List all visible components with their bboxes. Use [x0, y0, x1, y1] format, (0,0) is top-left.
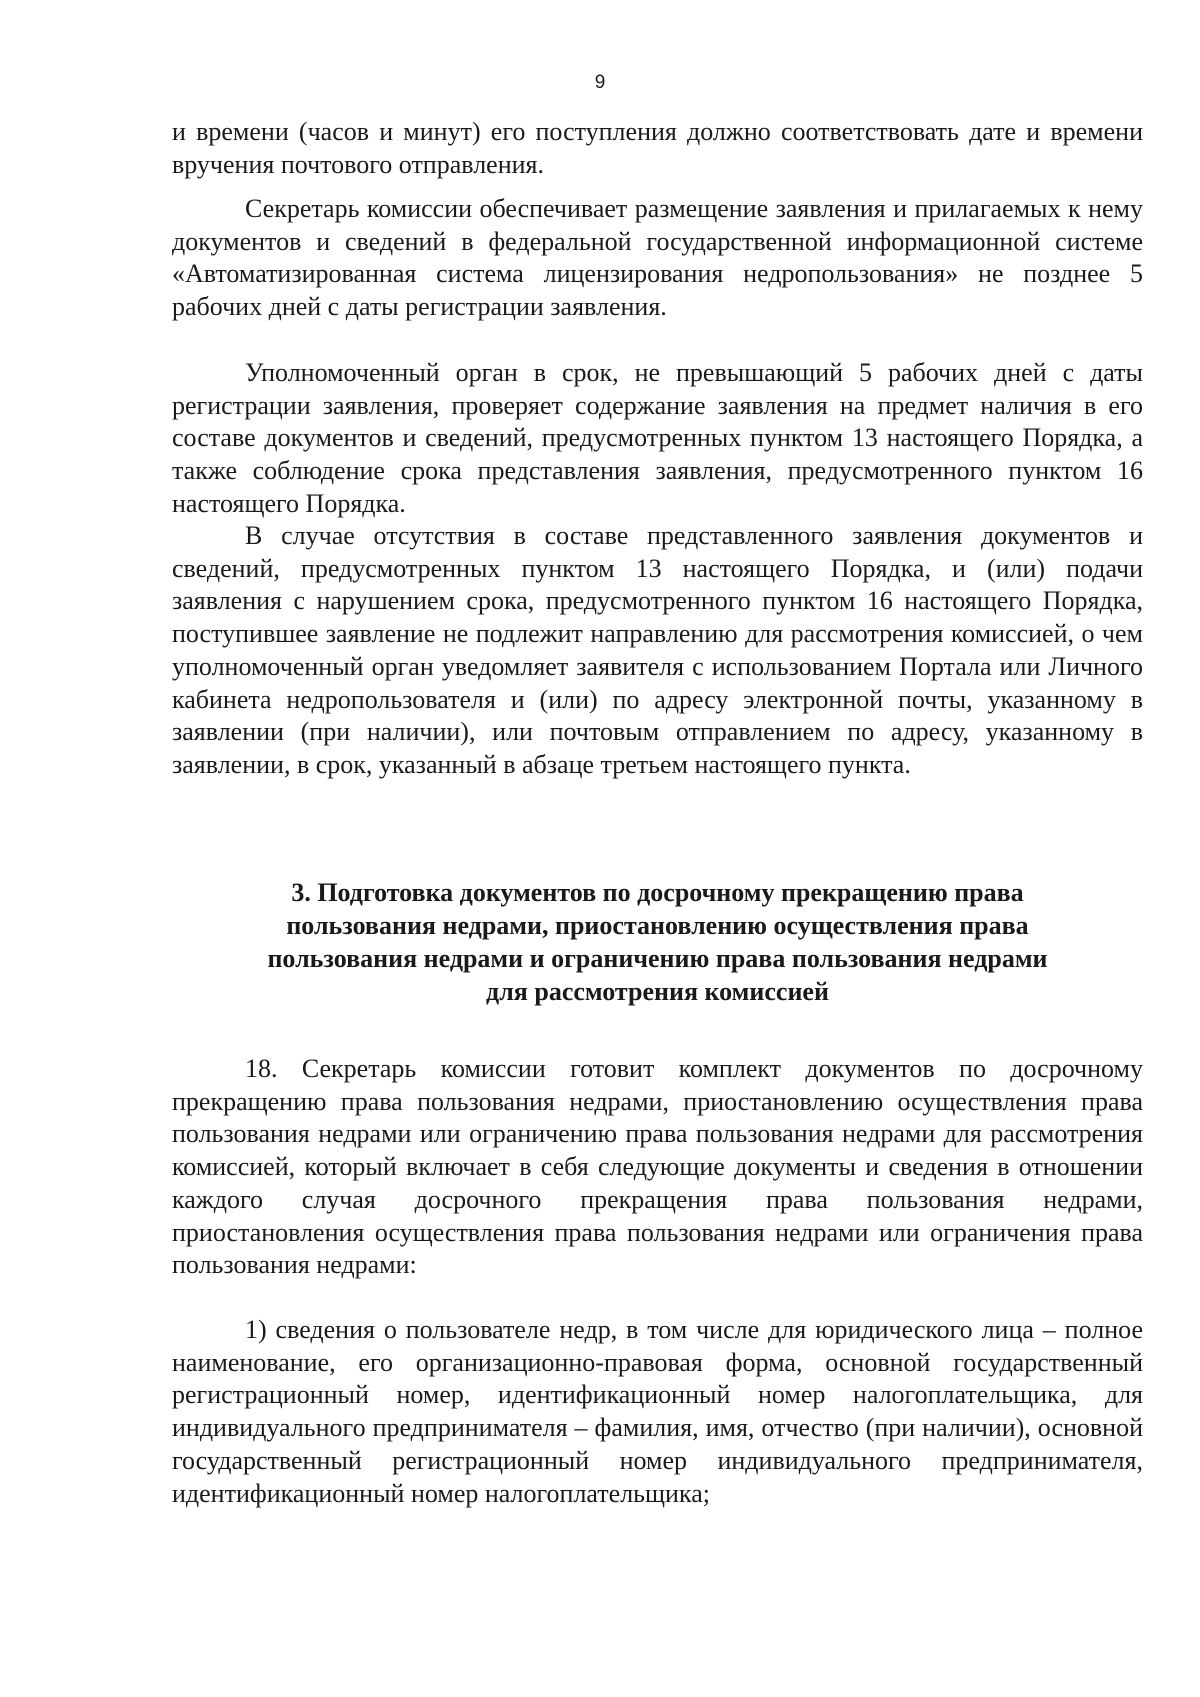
section-heading-line: для рассмотрения комиссией — [486, 977, 829, 1006]
paragraph-item-18: 18. Секретарь комиссии готовит комплект документов по досрочному прекращению права пользования недрами, приостановлению осуществления права пользования недрами или ограничению права пользования недрами для рассмотрения комиссией, который включает в себя следующие документы и сведения в отношении каждого случая досрочного прекращения права пользования недрами, приостановления осуществления права пользования недрами или ограничения права пользования недрами: — [172, 1054, 1143, 1280]
paragraph-continuation: и времени (часов и минут) его поступления должно соответствовать дате и времени вручения почтового отправления. — [172, 117, 1143, 179]
section-heading — [172, 876, 1143, 1008]
paragraph-subitem-1: 1) сведения о пользователе недр, в том числе для юридического лица – полное наименование, его организационно-правовая форма, основной государственный регистрационный номер, идентификационный номер налогоплательщика, для индивидуального предпринимателя – фамилия, имя, отчество (при наличии), основной государственный регистрационный номер индивидуального предпринимателя, идентификационный номер налогоплательщика; — [172, 1315, 1143, 1508]
page-number: 9 — [594, 72, 606, 93]
paragraph-missing-documents: В случае отсутствия в составе представленного заявления документов и сведений, предусмотренных пунктом 13 настоящего Порядка, и (или) подачи заявления с нарушением срока, предусмотренного пунктом 16 настоящего Порядка, поступившее заявление не подлежит направлению для рассмотрения комиссией, о чем уполномоченный орган уведомляет заявителя с использованием Портала или Личного кабинета недропользователя и (или) по адресу электронной почты, указанному в заявлении (при наличии), или почтовым отправлением по адресу, указанному в заявлении, в срок, указанный в абзаце третьем настоящего пункта. — [172, 521, 1143, 779]
paragraph-authorized-body-check: Уполномоченный орган в срок, не превышающий 5 рабочих дней с даты регистрации заявления, проверяет содержание заявления на предмет наличия в его составе документов и сведений, предусмотренных пунктом 13 настоящего Порядка, а также соблюдение срока представления заявления, предусмотренного пунктом 16 настоящего Порядка. — [172, 358, 1143, 518]
section-heading-line: 3. Подготовка документов по досрочному прекращению права — [291, 878, 1024, 907]
paragraph-secretary-placement: Секретарь комиссии обеспечивает размещение заявления и прилагаемых к нему документов и сведений в федеральной государственной информационной системе «Автоматизированная система лицензирования недропользования» не позднее 5 рабочих дней с даты регистрации заявления. — [172, 194, 1143, 322]
section-heading-line: пользования недрами, приостановлению осуществления права — [286, 911, 1029, 940]
section-heading-line: пользования недрами и ограничению права пользования недрами — [267, 944, 1048, 973]
